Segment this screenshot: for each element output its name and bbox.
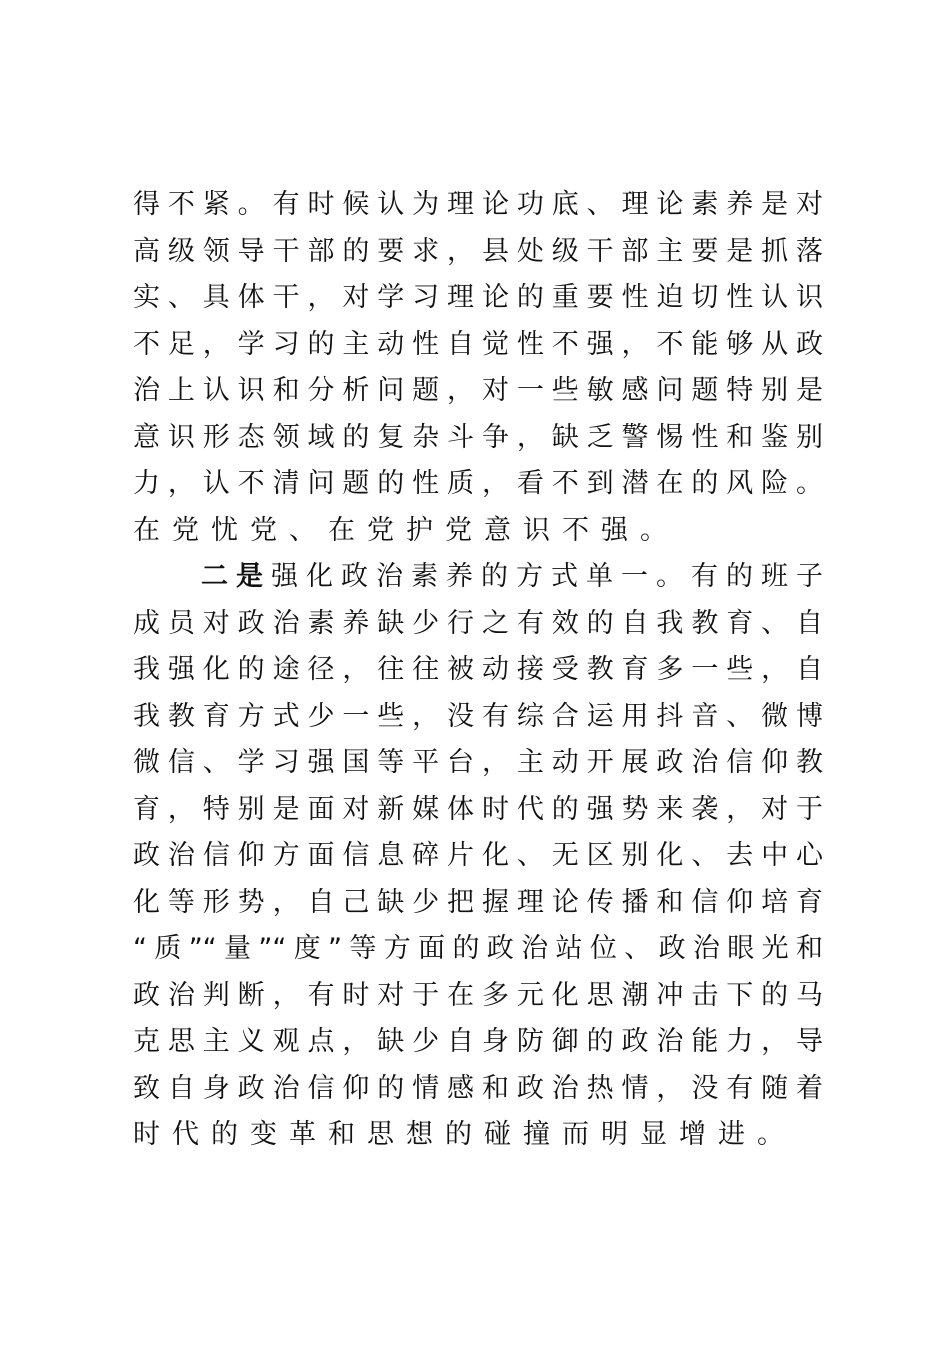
text-line: 治上认识和分析问题，对一些敏感问题特别是 [133,375,823,406]
text-line: 育，特别是面对新媒体时代的强势来袭，对于 [133,793,823,825]
text-line: 致自身政治信仰的情感和政治热情，没有随着 [133,1072,823,1104]
text-line: 力，认不清问题的性质，看不到潜在的风险。 [133,468,823,499]
text-line: 不足，学习的主动性自觉性不强，不能够从政 [133,328,823,360]
text-line: 时代的变革和思想的碰撞而明显增进。 [133,1119,796,1150]
text-line: 高级领导干部的要求，县处级干部主要是抓落 [133,235,823,267]
text-line: 成员对政治素养缺少行之有效的自我教育、自 [133,607,823,639]
text-line: 政治信仰方面信息碎片化、无区别化、去中心 [133,840,823,871]
paragraph-2-first-line [133,554,823,601]
text-line: 我强化的途径，往往被动接受教育多一些，自 [133,654,823,685]
text-line: 我教育方式少一些，没有综合运用抖音、微博 [133,700,823,732]
text-line: 在党忧党、在党护党意识不强。 [133,514,679,546]
text-line: 得不紧。有时候认为理论功底、理论素养是对 [133,189,823,220]
text-line: 化等形势，自己缺少把握理论传播和信仰培育 [133,886,823,918]
text-line: 微信、学习强国等平台，主动开展政治信仰教 [133,747,823,778]
text-line: “质”“量”“度”等方面的政治站位、政治眼光和 [133,933,823,964]
body-text [133,182,823,1159]
text-line: 克思主义观点，缺少自身防御的政治能力，导 [133,1026,823,1057]
paragraph-2-text: 强化政治素养的方式单一。有的班子 [271,561,823,592]
text-line: 意识形态领域的复杂斗争，缺乏警惕性和鉴别 [133,421,823,453]
text-line: 政治判断，有时对于在多元化思潮冲击下的马 [133,979,823,1011]
text-line: 实、具体干，对学习理论的重要性迫切性认识 [133,282,823,313]
paragraph-2-lead: 二是 [201,561,271,592]
